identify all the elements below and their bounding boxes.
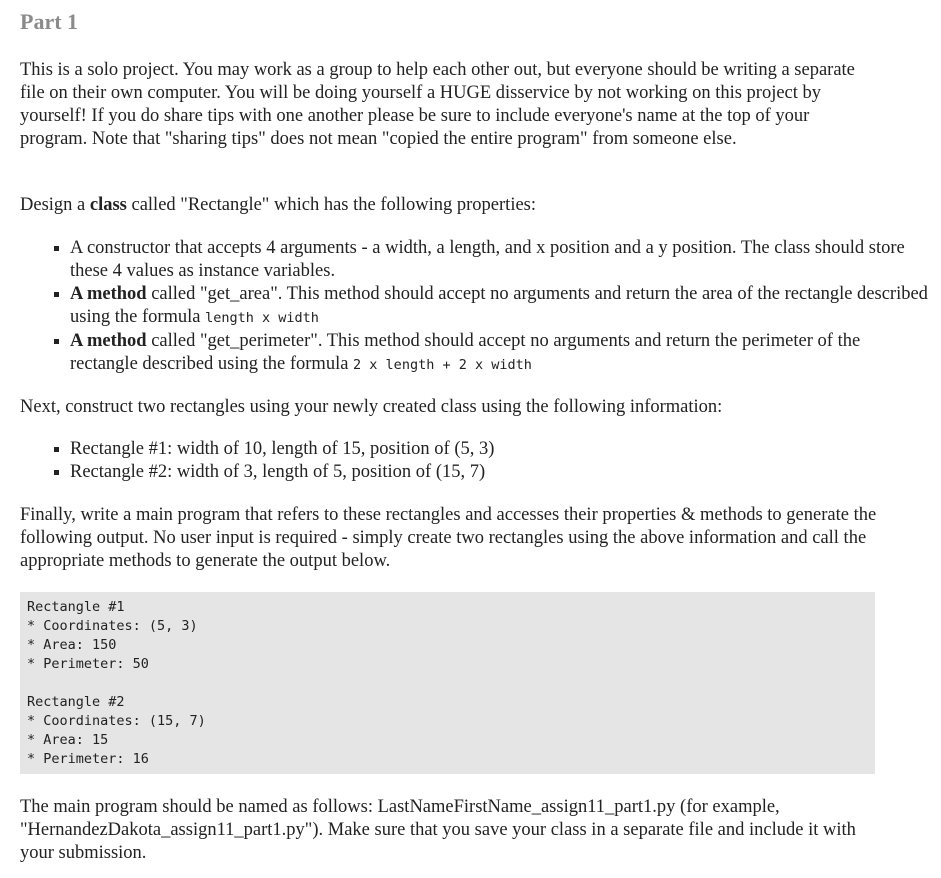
output-line: Rectangle #2: [27, 694, 125, 710]
output-line: * Area: 150: [27, 637, 117, 653]
rectangles-list: [20, 438, 930, 484]
finally-paragraph: Finally, write a main program that refers to these rectangles and accesses their properties & methods to generate the following output. No user input is required - simply create two rectangles using the above information and call the appropriate methods to generate the output below.: [20, 505, 877, 571]
property-get-area-text: called "get_area". This method should accept no arguments and return the area of the rectangle described using the formula: [70, 284, 928, 327]
design-text-before: Design a: [20, 195, 90, 215]
intro-paragraph: This is a solo project. You may work as a group to help each other out, but everyone should be writing a separate file on their own computer. You will be doing yourself a HUGE disservice by not working on this project by yourself! If you do share tips with one another please be sure to include everyone's name at the top of your program. Note that "sharing tips" does not mean "copied the entire program" from someone else.: [20, 60, 855, 149]
output-line: Rectangle #1: [27, 599, 125, 615]
next-paragraph: Next, construct two rectangles using your newly created class using the following information:: [20, 397, 723, 417]
page-heading: Part 1: [20, 9, 79, 34]
property-get-area: [70, 283, 930, 330]
output-line: * Perimeter: 16: [27, 751, 149, 767]
property-get-area-bold: A method: [70, 284, 147, 304]
design-text-after: called "Rectangle" which has the following properties:: [126, 195, 537, 215]
design-bold-class: class: [89, 195, 127, 215]
output-line: * Coordinates: (15, 7): [27, 713, 206, 729]
area-formula: length x width: [205, 310, 319, 326]
output-rectangle-1: [20, 592, 875, 775]
design-paragraph: [20, 194, 880, 217]
output-line: * Coordinates: (5, 3): [27, 618, 198, 634]
perimeter-formula: 2 x length + 2 x width: [353, 357, 532, 373]
rectangle-1-item: Rectangle #1: width of 10, length of 15, position of (5, 3): [70, 438, 930, 461]
expected-output-block: [20, 592, 875, 774]
property-get-perimeter-bold: A method: [70, 331, 147, 351]
properties-list: [20, 237, 930, 377]
rectangle-2-item: Rectangle #2: width of 3, length of 5, position of (15, 7): [70, 461, 930, 484]
property-constructor: A constructor that accepts 4 arguments - a width, a length, and x position and a y position. The class should store these 4 values as instance variables.: [70, 237, 930, 283]
property-get-perimeter-text: called "get_perimeter". This method should accept no arguments and return the perimeter of the rectangle described using the formula: [70, 331, 861, 374]
property-get-perimeter: [70, 330, 930, 377]
closing-paragraph: The main program should be named as follows: LastNameFirstName_assign11_part1.py (for example, "HernandezDakota_assign11_part1.py"). Make sure that you save your class in a separate file and include it with your submission.: [20, 797, 856, 863]
output-line: * Perimeter: 50: [27, 656, 149, 672]
output-blank-line: [27, 674, 868, 693]
output-line: * Area: 15: [27, 732, 109, 748]
